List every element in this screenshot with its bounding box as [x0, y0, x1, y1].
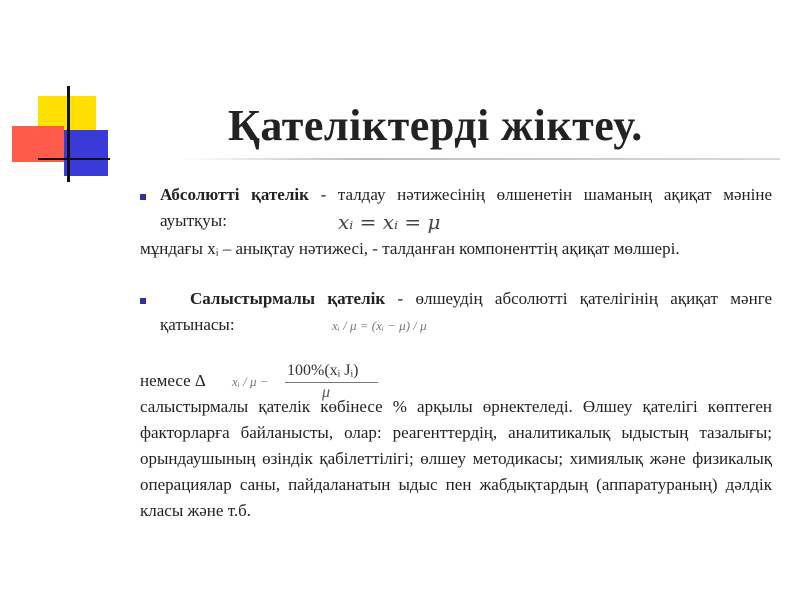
title-underline: [180, 158, 780, 160]
absolute-error-formula: xᵢ = xᵢ = μ: [338, 210, 441, 234]
decor-red-square: [12, 126, 64, 162]
bullet-2-marker: [140, 298, 146, 304]
alt-formula-left: xᵢ / μ −: [232, 374, 269, 389]
item-2-text: [160, 286, 772, 338]
slide-title: Қателіктерді жіктеу.: [228, 101, 643, 150]
decor-blue-square: [64, 130, 108, 176]
relative-error-formula: xᵢ / μ = (xᵢ − μ) / μ: [332, 318, 427, 333]
alt-formula-numerator: 100%(xᵢ Jᵢ): [287, 362, 359, 379]
alt-prefix: немесе Δ: [140, 371, 206, 390]
bullet-1-marker: [140, 194, 146, 200]
item-1-text: [160, 182, 772, 234]
item-2-term: Салыстырмалы қателік: [190, 289, 386, 308]
item-1-definition: - талдау нәтижесінің өлшенетін шаманың ақиқат мәніне ауытқуы:: [160, 185, 772, 230]
item-2-definition: - өлшеудің абсолютті қателігінің ақиқат мәнге қатынасы:: [160, 289, 772, 334]
decor-horizontal-line: [38, 158, 110, 160]
item-1-term: Абсолютті қателік: [160, 185, 309, 204]
alt-formula-fraction-bar: [285, 382, 378, 383]
alt-formula-denominator: μ: [322, 384, 331, 401]
body-paragraph: салыстырмалы қателік көбінесе % арқылы өрнектеледі. Өлшеу қателігі көптеген факторларға байланысты, олар: реагенттердің, аналитикалық ыдыстың тазалығы; орындаушының өзіндік қабілеттілігі; өлшеу методикасы; химиялық және физикалық операциялар саны, пайдаланатын ыдыс пен жабдықтардың (аппаратураның) дәлдік класы және т.б.: [140, 397, 772, 520]
item-1-note: мұндағы xᵢ – анықтау нәтижесі, - талданған компоненттің ақиқат мөлшері.: [140, 239, 680, 258]
decor-vertical-line: [67, 86, 70, 182]
